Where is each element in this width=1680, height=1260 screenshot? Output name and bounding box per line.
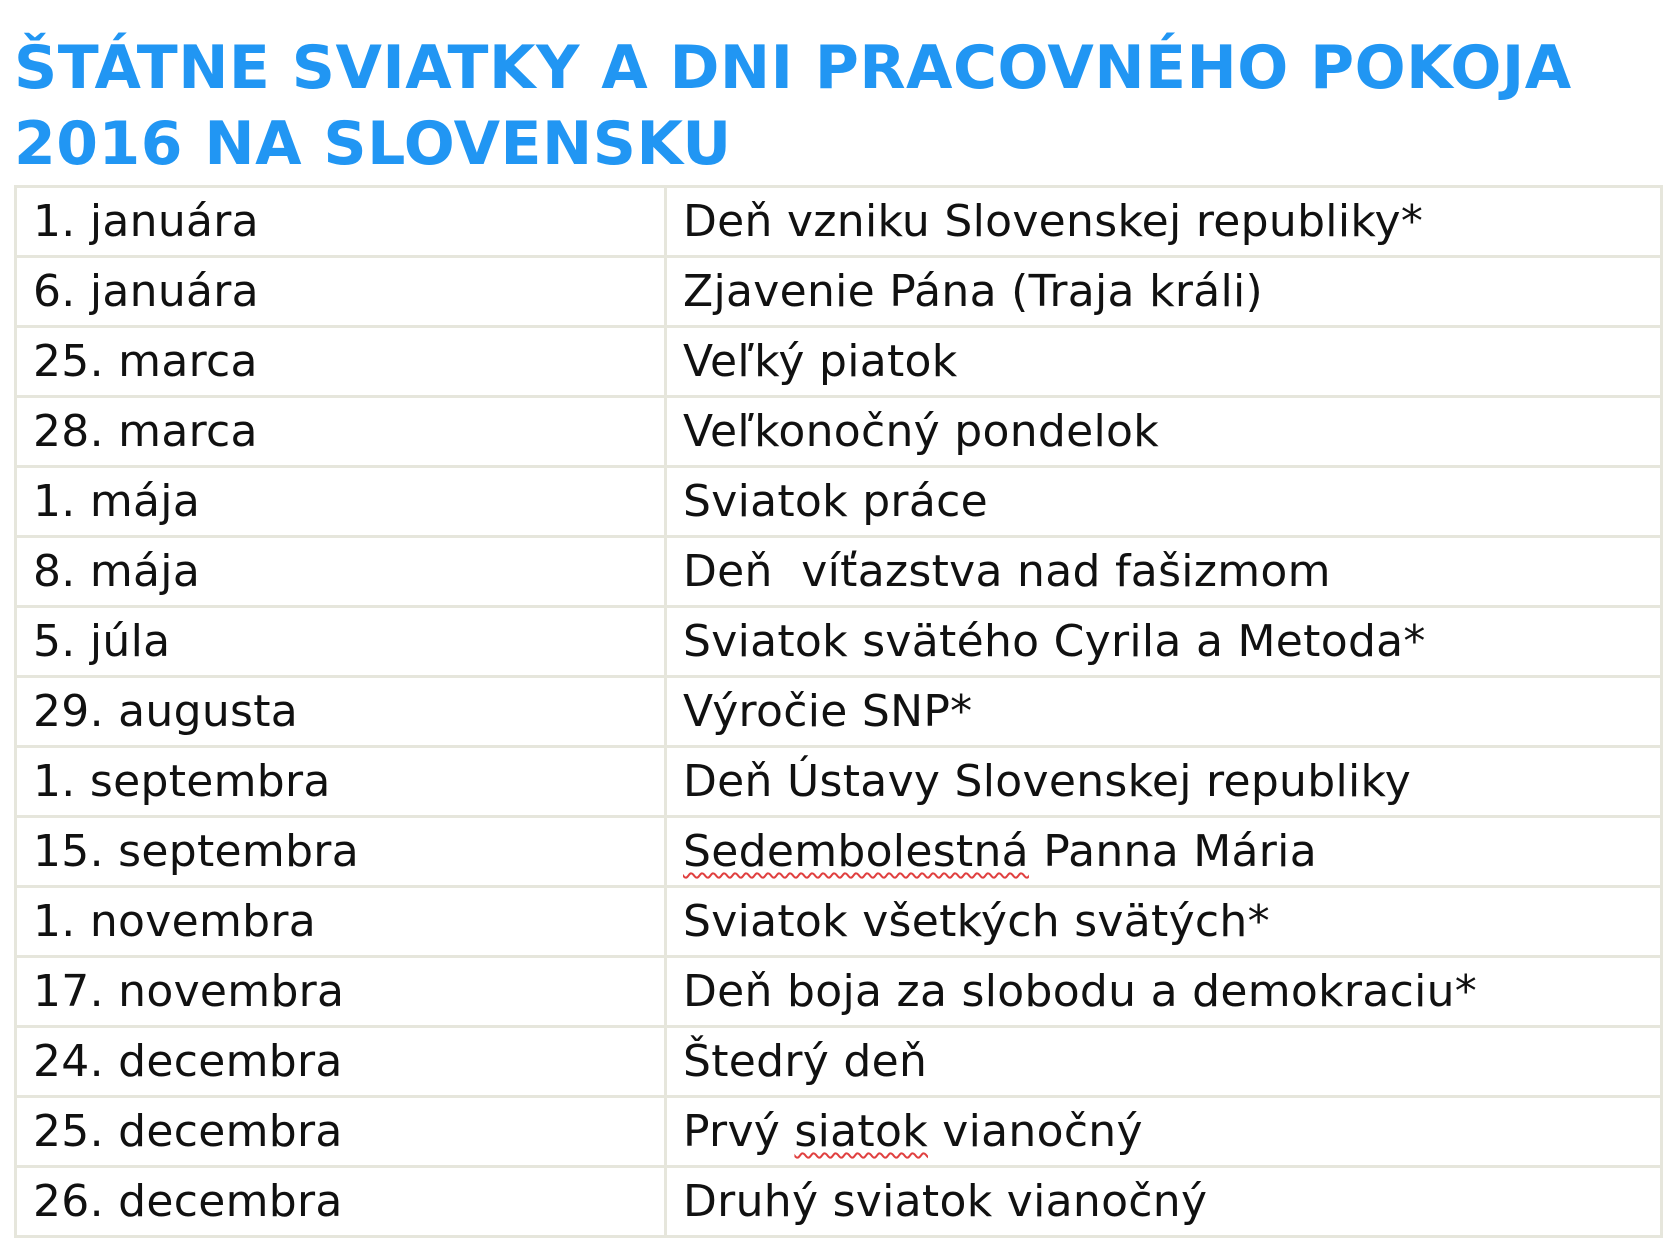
title-line-1: ŠTÁTNE SVIATKY A DNI PRACOVNÉHO POKOJA <box>14 33 1572 103</box>
holiday-name: Deň víťazstva nad fašizmom <box>666 537 1662 607</box>
spellcheck-word: siatok <box>794 1106 928 1157</box>
table-row <box>16 1027 1662 1097</box>
holiday-date: 1. novembra <box>16 887 666 957</box>
holiday-name: Deň vzniku Slovenskej republiky* <box>666 187 1662 257</box>
holiday-name: Veľký piatok <box>666 327 1662 397</box>
table-row <box>16 747 1662 817</box>
holiday-date: 17. novembra <box>16 957 666 1027</box>
holiday-name <box>666 817 1662 887</box>
holiday-name: Veľkonočný pondelok <box>666 397 1662 467</box>
holiday-name <box>666 1097 1662 1167</box>
table-row <box>16 187 1662 257</box>
holiday-name: Sviatok všetkých svätých* <box>666 887 1662 957</box>
holiday-date: 6. januára <box>16 257 666 327</box>
holiday-name-rest: vianočný <box>928 1106 1143 1157</box>
table-row <box>16 467 1662 537</box>
holiday-name: Deň boja za slobodu a demokraciu* <box>666 957 1662 1027</box>
holiday-date: 1. mája <box>16 467 666 537</box>
table-row <box>16 887 1662 957</box>
table-row <box>16 1167 1662 1237</box>
holiday-date: 8. mája <box>16 537 666 607</box>
holiday-name: Štedrý deň <box>666 1027 1662 1097</box>
spellcheck-word: Sedembolestná <box>683 826 1029 877</box>
holiday-date: 29. augusta <box>16 677 666 747</box>
holiday-table <box>14 185 1663 1238</box>
table-row <box>16 677 1662 747</box>
holiday-name: Druhý sviatok vianočný <box>666 1167 1662 1237</box>
holiday-date: 15. septembra <box>16 817 666 887</box>
holiday-name-rest: Panna Mária <box>1028 826 1317 877</box>
table-row <box>16 537 1662 607</box>
holiday-date: 5. júla <box>16 607 666 677</box>
holiday-date: 25. marca <box>16 327 666 397</box>
holiday-date: 1. septembra <box>16 747 666 817</box>
title-line-2: 2016 NA SLOVENSKU <box>14 109 732 179</box>
page-title <box>14 30 1674 182</box>
table-row <box>16 1097 1662 1167</box>
holiday-table-container <box>14 185 1660 1238</box>
holiday-date: 26. decembra <box>16 1167 666 1237</box>
holiday-name: Sviatok práce <box>666 467 1662 537</box>
table-row <box>16 817 1662 887</box>
holiday-date: 28. marca <box>16 397 666 467</box>
table-row <box>16 397 1662 467</box>
holiday-name: Deň Ústavy Slovenskej republiky <box>666 747 1662 817</box>
holiday-name: Sviatok svätého Cyrila a Metoda* <box>666 607 1662 677</box>
holiday-date: 24. decembra <box>16 1027 666 1097</box>
holiday-name-pre: Prvý <box>683 1106 795 1157</box>
holiday-name: Výročie SNP* <box>666 677 1662 747</box>
holiday-date: 1. januára <box>16 187 666 257</box>
table-row <box>16 607 1662 677</box>
table-row <box>16 957 1662 1027</box>
holiday-name: Zjavenie Pána (Traja králi) <box>666 257 1662 327</box>
holiday-date: 25. decembra <box>16 1097 666 1167</box>
table-row <box>16 327 1662 397</box>
table-row <box>16 257 1662 327</box>
